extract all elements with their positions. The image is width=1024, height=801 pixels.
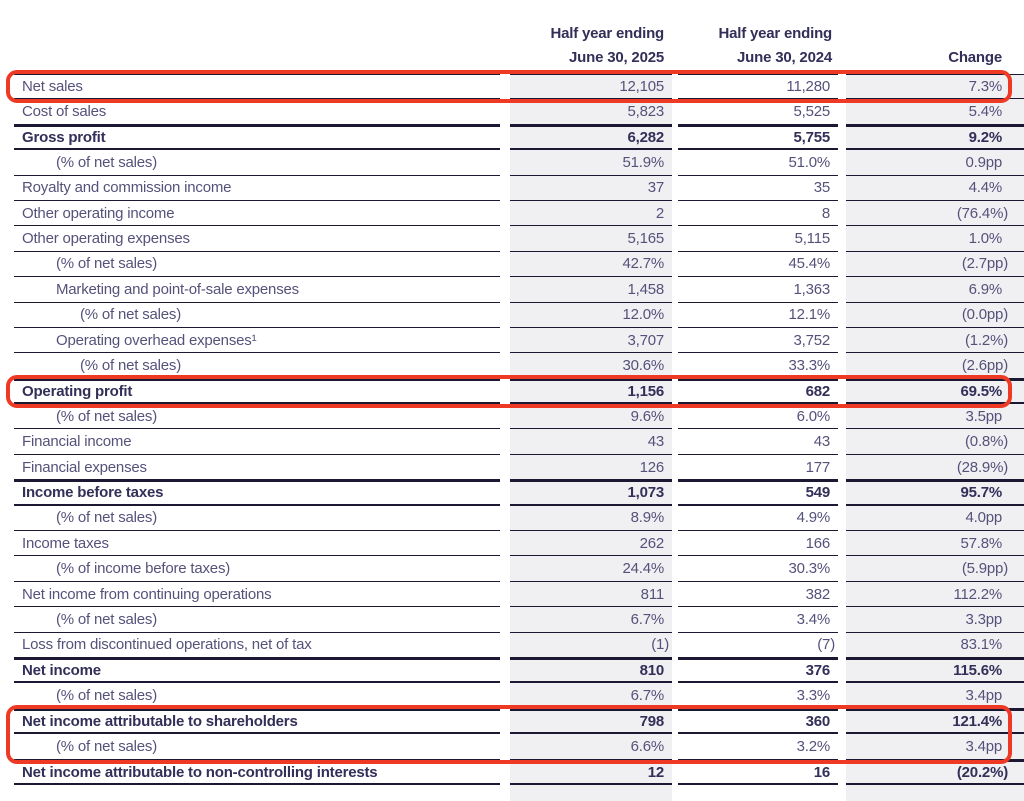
row-label: Net income attributable to shareholders [14,709,500,734]
value-change: 3.3pp [846,607,1024,632]
table-row [14,150,1024,175]
value-2024: 1,363 [678,277,838,302]
value-2025: 810 [510,658,672,683]
value-change: 1.0% [846,226,1024,251]
value-2024: 35 [678,176,838,201]
table-row [14,683,1024,708]
row-label: (% of net sales) [14,252,500,277]
row-label: Cost of sales [14,99,500,124]
column-gutter [500,683,510,708]
column-gutter [838,683,846,708]
table-row [14,125,1024,150]
value-2024: 3,752 [678,328,838,353]
column-gutter [500,607,510,632]
row-label: Net income attributable to non-controlling interests [14,760,500,785]
table-row [14,531,1024,556]
value-change: (2.6pp) [846,353,1024,378]
header-line2: June 30, 2025 [569,49,664,66]
value-2025: 30.6% [510,353,672,378]
value-change: (76.4%) [846,201,1024,226]
value-2024: 3.3% [678,683,838,708]
table-row [14,99,1024,124]
value-2025: 2 [510,201,672,226]
value-2024: 376 [678,658,838,683]
column-gutter [500,709,510,734]
value-change: 6.9% [846,277,1024,302]
value-change: (0.8%) [846,429,1024,454]
column-gutter [838,74,846,99]
value-2024: 43 [678,429,838,454]
column-gutter [838,429,846,454]
table-row [14,734,1024,759]
table-row [14,353,1024,378]
value-2025: 811 [510,582,672,607]
value-2024: 5,755 [678,125,838,150]
row-label: (% of net sales) [14,607,500,632]
value-2024: 5,525 [678,99,838,124]
table-row [14,252,1024,277]
table-row [14,480,1024,505]
table-row [14,404,1024,429]
value-2025: 37 [510,176,672,201]
column-gutter [500,303,510,328]
table-row [14,582,1024,607]
column-gutter [500,455,510,480]
table-row [14,277,1024,302]
row-label: Financial expenses [14,455,500,480]
column-gutter [500,531,510,556]
table-row [14,633,1024,658]
row-label: Marketing and point-of-sale expenses [14,277,500,302]
table-row [14,455,1024,480]
column-gutter [838,556,846,581]
column-gutter [838,379,846,404]
column-gutter [500,125,510,150]
column-gutter [838,760,846,785]
row-label: Royalty and commission income [14,176,500,201]
value-2025: 5,823 [510,99,672,124]
value-2024: 6.0% [678,404,838,429]
table-row [14,176,1024,201]
value-change: 3.4pp [846,734,1024,759]
value-change: (20.2%) [846,760,1024,785]
row-label: Gross profit [14,125,500,150]
value-2025: 51.9% [510,150,672,175]
value-change: 112.2% [846,582,1024,607]
row-label: Income taxes [14,531,500,556]
value-change: 4.0pp [846,506,1024,531]
column-gutter [500,582,510,607]
table-row [14,328,1024,353]
value-2025: 6,282 [510,125,672,150]
value-change: 0.9pp [846,150,1024,175]
value-change: 7.3% [846,74,1024,99]
column-gutter [838,226,846,251]
value-change: 115.6% [846,658,1024,683]
column-gutter [838,252,846,277]
column-gutter [500,760,510,785]
value-2024: 8 [678,201,838,226]
table-row [14,303,1024,328]
column-gutter [500,556,510,581]
column-gutter [838,607,846,632]
column-gutter [838,506,846,531]
column-gutter [500,379,510,404]
column-gutter [500,506,510,531]
value-change: 121.4% [846,709,1024,734]
value-2025: 12,105 [510,74,672,99]
row-label: (% of net sales) [14,404,500,429]
value-2024: 16 [678,760,838,785]
column-gutter [500,277,510,302]
value-2025: 3,707 [510,328,672,353]
row-label: (% of income before taxes) [14,556,500,581]
row-label: (% of net sales) [14,734,500,759]
value-2025: 262 [510,531,672,556]
column-gutter [838,531,846,556]
value-2024: 12.1% [678,303,838,328]
column-header-2024 [678,22,832,70]
row-label: Other operating income [14,201,500,226]
row-label: Net income [14,658,500,683]
value-2025: 1,458 [510,277,672,302]
row-label: (% of net sales) [14,683,500,708]
value-change: 95.7% [846,480,1024,505]
row-label: Other operating expenses [14,226,500,251]
value-2024: 3.2% [678,734,838,759]
value-2025: 12.0% [510,303,672,328]
value-change: 4.4% [846,176,1024,201]
value-2024: 33.3% [678,353,838,378]
value-2025: 126 [510,455,672,480]
value-change: (2.7pp) [846,252,1024,277]
column-gutter [500,658,510,683]
table-row [14,506,1024,531]
value-change: 9.2% [846,125,1024,150]
value-2025: 12 [510,760,672,785]
row-label: Financial income [14,429,500,454]
row-label: (% of net sales) [14,353,500,378]
value-2024: 11,280 [678,74,838,99]
column-gutter [838,734,846,759]
column-gutter [838,480,846,505]
table-row [14,429,1024,454]
column-gutter [838,277,846,302]
value-change: (0.0pp) [846,303,1024,328]
value-change: 3.5pp [846,404,1024,429]
column-gutter [500,74,510,99]
value-2024: 682 [678,379,838,404]
value-2025: 43 [510,429,672,454]
value-2025: 6.6% [510,734,672,759]
table-row [14,226,1024,251]
table-row [14,556,1024,581]
value-change: (1.2%) [846,328,1024,353]
value-change: 57.8% [846,531,1024,556]
value-2024: (7) [678,633,838,658]
table-row [14,709,1024,734]
column-gutter [500,99,510,124]
column-gutter [500,201,510,226]
value-2024: 549 [678,480,838,505]
column-gutter [500,404,510,429]
column-gutter [838,353,846,378]
value-change: 69.5% [846,379,1024,404]
column-gutter [500,252,510,277]
value-2025: 8.9% [510,506,672,531]
value-2024: 360 [678,709,838,734]
row-label: (% of net sales) [14,150,500,175]
header-line1: Half year ending [550,25,664,42]
column-gutter [500,734,510,759]
header-line2: June 30, 2024 [737,49,832,66]
table-row [14,201,1024,226]
value-2025: 6.7% [510,683,672,708]
value-2025: 9.6% [510,404,672,429]
table-row [14,760,1024,785]
value-2025: 6.7% [510,607,672,632]
row-label: (% of net sales) [14,303,500,328]
header-line1: Half year ending [718,25,832,42]
column-gutter [838,201,846,226]
value-change: 5.4% [846,99,1024,124]
row-label: Operating profit [14,379,500,404]
column-gutter [838,328,846,353]
value-2025: 1,073 [510,480,672,505]
column-gutter [838,404,846,429]
column-gutter [500,176,510,201]
column-gutter [500,226,510,251]
row-label: (% of net sales) [14,506,500,531]
column-header-2025 [510,22,664,70]
table-row [14,607,1024,632]
value-change: (5.9pp) [846,556,1024,581]
value-change: (28.9%) [846,455,1024,480]
column-gutter [838,633,846,658]
income-statement-table [14,74,1024,785]
column-gutter [500,480,510,505]
value-2025: 798 [510,709,672,734]
value-2025: 5,165 [510,226,672,251]
column-gutter [838,709,846,734]
value-2024: 177 [678,455,838,480]
value-change: 83.1% [846,633,1024,658]
column-gutter [838,455,846,480]
column-gutter [838,176,846,201]
row-label: Net sales [14,74,500,99]
column-gutter [838,582,846,607]
table-row [14,74,1024,99]
column-gutter [838,99,846,124]
value-2025: 42.7% [510,252,672,277]
value-2024: 4.9% [678,506,838,531]
value-2025: (1) [510,633,672,658]
value-2024: 166 [678,531,838,556]
column-gutter [500,429,510,454]
column-header-change [846,22,1002,70]
column-gutter [500,328,510,353]
column-gutter [838,303,846,328]
value-2024: 5,115 [678,226,838,251]
value-2025: 24.4% [510,556,672,581]
column-gutter [500,353,510,378]
value-change: 3.4pp [846,683,1024,708]
row-label: Loss from discontinued operations, net of tax [14,633,500,658]
column-gutter [500,633,510,658]
column-gutter [838,658,846,683]
column-gutter [838,125,846,150]
value-2024: 45.4% [678,252,838,277]
column-gutter [838,150,846,175]
value-2024: 30.3% [678,556,838,581]
value-2024: 382 [678,582,838,607]
row-label: Income before taxes [14,480,500,505]
row-label: Net income from continuing operations [14,582,500,607]
value-2024: 3.4% [678,607,838,632]
row-label: Operating overhead expenses¹ [14,328,500,353]
value-2025: 1,156 [510,379,672,404]
header-line2: Change [948,49,1002,66]
column-gutter [500,150,510,175]
table-row [14,658,1024,683]
value-2024: 51.0% [678,150,838,175]
table-row [14,379,1024,404]
